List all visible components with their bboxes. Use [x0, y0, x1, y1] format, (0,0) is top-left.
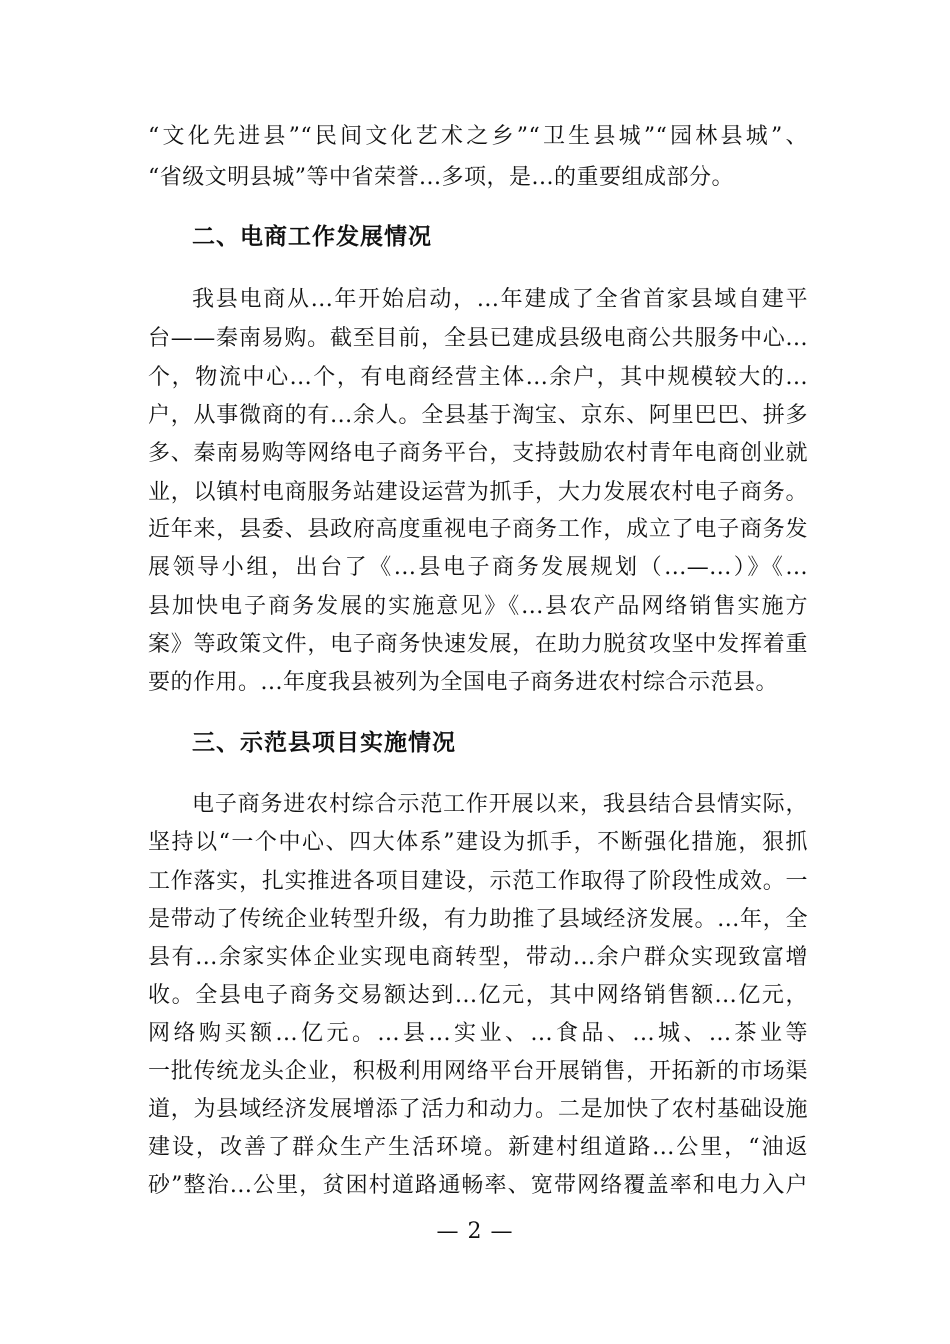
paragraph-line: 建设，改善了群众生产生活环境。新建村组道路...公里，“油返 [148, 1135, 808, 1160]
paragraph-line: 电子商务进农村综合示范工作开展以来，我县结合县情实际， [192, 792, 808, 817]
section-heading-demo-county-projects: 三、示范县项目实施情况 [192, 730, 456, 756]
paragraph-line: 展领导小组，出台了《...县电子商务发展规划（...—...）》《... [148, 555, 808, 580]
paragraph-line: 收。全县电子商务交易额达到...亿元，其中网络销售额...亿元， [148, 983, 808, 1008]
paragraph-line: 县加快电子商务发展的实施意见》《...县农产品网络销售实施方 [148, 594, 808, 619]
paragraph-line: 个，物流中心...个，有电商经营主体...余户，其中规模较大的... [148, 365, 808, 390]
paragraph-line: 砂”整治...公里，贫困村道路通畅率、宽带网络覆盖率和电力入户 [148, 1173, 808, 1198]
paragraph-line: 户，从事微商的有...余人。全县基于淘宝、京东、阿里巴巴、拼多 [148, 403, 808, 428]
paragraph-line: 台——秦南易购。截至目前，全县已建成县级电商公共服务中心... [148, 326, 808, 351]
section-heading-ecommerce-development: 二、电商工作发展情况 [192, 224, 432, 250]
paragraph-line: 网络购买额...亿元。...县...实业、...食品、...城、...茶业等 [148, 1021, 808, 1046]
paragraph-line: “文化先进县”“民间文化艺术之乡”“卫生县城”“园林县城”、 [148, 124, 808, 149]
paragraph-line: 多、秦南易购等网络电子商务平台，支持鼓励农村青年电商创业就 [148, 441, 808, 466]
paragraph-line: 一批传统龙头企业，积极利用网络平台开展销售，开拓新的市场渠 [148, 1059, 808, 1084]
paragraph-line: 工作落实，扎实推进各项目建设，示范工作取得了阶段性成效。一 [148, 869, 808, 894]
paragraph-line: 近年来，县委、县政府高度重视电子商务工作，成立了电子商务发 [148, 517, 808, 542]
paragraph-line: 我县电商从...年开始启动，...年建成了全省首家县域自建平 [192, 287, 808, 312]
paragraph-line: 县有...余家实体企业实现电商转型，带动...余户群众实现致富增 [148, 945, 808, 970]
paragraph-line: “省级文明县城”等中省荣誉...多项，是...的重要组成部分。 [148, 165, 734, 190]
page-number: — 2 — [436, 1219, 514, 1244]
paragraph-line: 是带动了传统企业转型升级，有力助推了县域经济发展。...年，全 [148, 907, 808, 932]
paragraph-line: 要的作用。...年度我县被列为全国电子商务进农村综合示范县。 [148, 670, 778, 695]
paragraph-line: 案》等政策文件，电子商务快速发展，在助力脱贫攻坚中发挥着重 [148, 632, 808, 657]
paragraph-line: 坚持以“一个中心、四大体系”建设为抓手，不断强化措施，狠抓 [148, 830, 808, 855]
paragraph-line: 业，以镇村电商服务站建设运营为抓手，大力发展农村电子商务。 [148, 480, 808, 505]
paragraph-line: 道，为县域经济发展增添了活力和动力。二是加快了农村基础设施 [148, 1097, 808, 1122]
